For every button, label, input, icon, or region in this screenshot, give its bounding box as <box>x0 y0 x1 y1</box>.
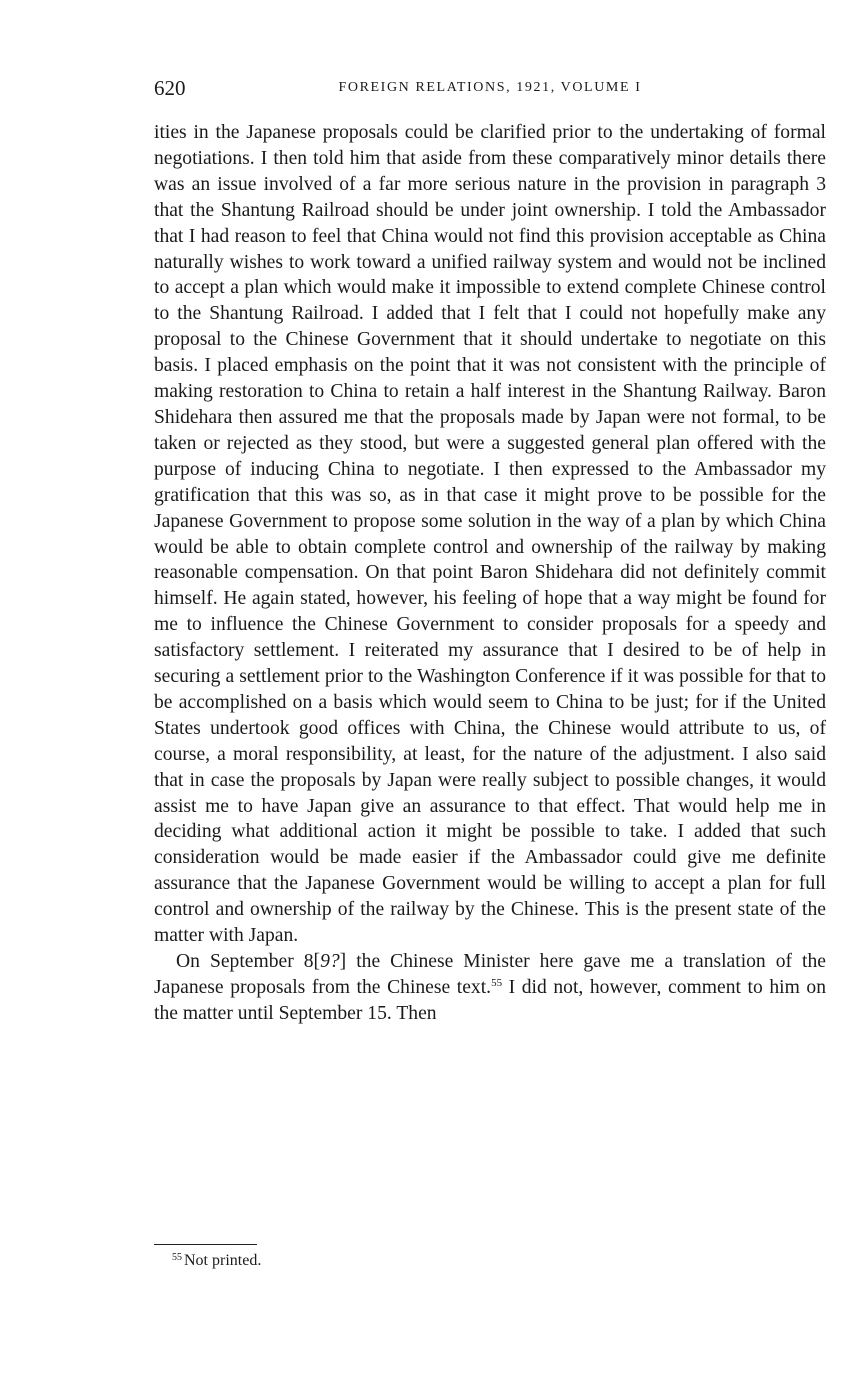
footnote <box>172 1252 261 1270</box>
running-head <box>154 76 826 102</box>
date-query: 9? <box>320 951 340 972</box>
footnote-divider <box>154 1244 257 1245</box>
paragraph-2-tail: I did not, however, comment to him on the matter until September 15. Then <box>154 976 826 1024</box>
running-title: FOREIGN RELATIONS, 1921, VOLUME I <box>338 80 642 95</box>
footnote-number: 55 <box>172 1252 182 1263</box>
paragraph-1: ities in the Japanese proposals could be clarified prior to the undertaking of formal negotiations. I then told him that aside from these comparatively minor details there was an issue involved of a far more serious nature in the provision in paragraph 3 that the Shantung Railroad should be under joint ownership. I told the Ambassador that I had reason to feel that China would not find this provision acceptable as China naturally wishes to work toward a unified railway system and would not be inclined to accept a plan which would make it impossible to extend complete Chinese control to the Shantung Railroad. I added that I felt that I could not hopefully make any proposal to the Chinese Government that it should undertake to negotiate on this basis. I placed emphasis on the point that it was not consistent with the principle of making restoration to China to retain a half interest in the Shantung Railway. Baron Shidehara then assured me that the proposals made by Japan were not formal, to be taken or rejected as they stood, but were a suggested general plan offered with the purpose of inducing China to negotiate. I then expressed to the Ambassador my gratification that this was so, as in that case it might prove to be possible for the Japanese Government to propose some solution in the way of a plan by which China would be able to obtain complete control and ownership of the railway by making reasonable compensation. On that point Baron Shidehara did not definitely commit himself. He again stated, however, his feeling of hope that a way might be found for me to influence the Chinese Government to consider proposals for a speedy and satisfactory settlement. I reiterated my assurance that I desired to be of help in securing a settlement prior to the Washington Conference if it was possible for that to be accomplished on a basis which would seem to China to be just; for if the United States undertook good offices with China, the Chinese would attribute to us, of course, a moral responsibility, at least, for the nature of the adjustment. I also said that in case the proposals by Japan were really subject to possible changes, it would assist me to have Japan give an assurance to that effect. That would help me in deciding what additional action it might be possible to take. I added that such consideration would be made easier if the Ambassador could give me definite assurance that the Japanese Government would be willing to accept a plan for full control and ownership of the railway by the Chinese. This is the present state of the matter with Japan. <box>154 122 826 947</box>
paragraph-2 <box>154 949 826 1027</box>
body-text <box>154 120 826 1027</box>
paragraph-2-lead: On September 8[ <box>176 951 321 972</box>
page-number: 620 <box>154 76 186 100</box>
paragraph-2-mid: ] the Chinese Minister here gave me a translation of the Japanese proposals from the Chinese text. <box>154 951 826 998</box>
footnote-text: Not printed. <box>184 1252 262 1269</box>
footnote-reference: 55 <box>491 976 503 989</box>
